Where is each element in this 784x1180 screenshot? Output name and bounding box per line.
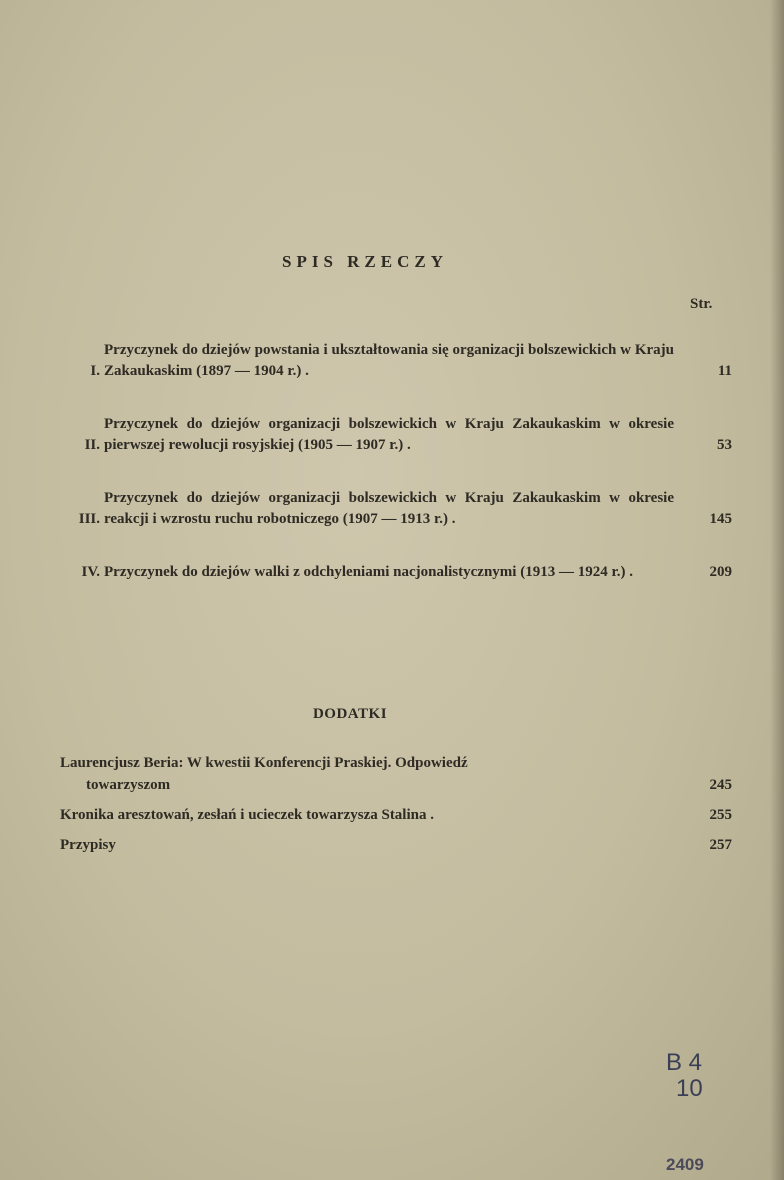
appendix-title: DODATKI [312, 706, 388, 722]
appendix-entry-page: 257 [709, 837, 732, 853]
chapter-title: Przyczynek do dziejów powstania i ukształtowania się organizacji bolszewickich w Kraju Zakaukaskim (1897 — 1904 r.) . [104, 342, 674, 379]
appendix-list [60, 752, 732, 864]
page-column-label: Str. [690, 296, 713, 312]
toc-entry [60, 488, 732, 530]
chapter-title: Przyczynek do dziejów walki z odchyleniami nacjonalistycznymi (1913 — 1924 r.) . [104, 564, 633, 580]
appendix-entry-title [60, 834, 692, 856]
appendix-entry [60, 834, 732, 856]
inventory-number: 2409 [666, 1155, 704, 1174]
chapter-number: III. [78, 511, 100, 527]
library-signature-mark [666, 1050, 703, 1102]
appendix-entry-page: 255 [709, 807, 732, 823]
signature-line1: B 4 [666, 1049, 703, 1076]
appendix-entry [60, 752, 732, 796]
chapter-page: 53 [717, 437, 732, 453]
chapter-page: 11 [717, 363, 732, 379]
page-title: SPIS RZECZY [281, 252, 448, 271]
chapter-title: Przyczynek do dziejów organizacji bolszewickich w Kraju Zakaukaskim w okresie reakcji i wzrostu ruchu robotniczego (1907 — 1913 r.) . [104, 490, 674, 527]
chapter-page: 209 [709, 564, 732, 580]
table-of-contents [60, 340, 732, 615]
appendix-entry-line1: Laurencjusz Beria: W kwestii Konferencji Praskiej. Odpowiedź [60, 755, 468, 771]
toc-entry [60, 562, 732, 583]
toc-entry [60, 414, 732, 456]
appendix-entry-line2: towarzyszom [86, 777, 171, 793]
chapter-number: II. [84, 437, 100, 453]
appendix-entry-line1: Kronika aresztowań, zesłań i ucieczek towarzysza Stalina . [60, 807, 434, 823]
chapter-number: I. [90, 363, 100, 379]
appendix-entry [60, 804, 732, 826]
appendix-entry-title [60, 752, 692, 796]
signature-line2: 10 [676, 1075, 703, 1102]
appendix-entry-line1: Przypisy [60, 837, 116, 853]
appendix-entry-page: 245 [709, 777, 732, 793]
page-spine-shadow [770, 0, 784, 1180]
toc-entry [60, 340, 732, 382]
appendix-entry-title [60, 804, 692, 826]
chapter-page: 145 [709, 511, 732, 527]
chapter-title: Przyczynek do dziejów organizacji bolszewickich w Kraju Zakaukaskim w okresie pierwszej rewolucji rosyjskiej (1905 — 1907 r.) . [104, 416, 674, 453]
chapter-number: IV. [81, 564, 100, 580]
